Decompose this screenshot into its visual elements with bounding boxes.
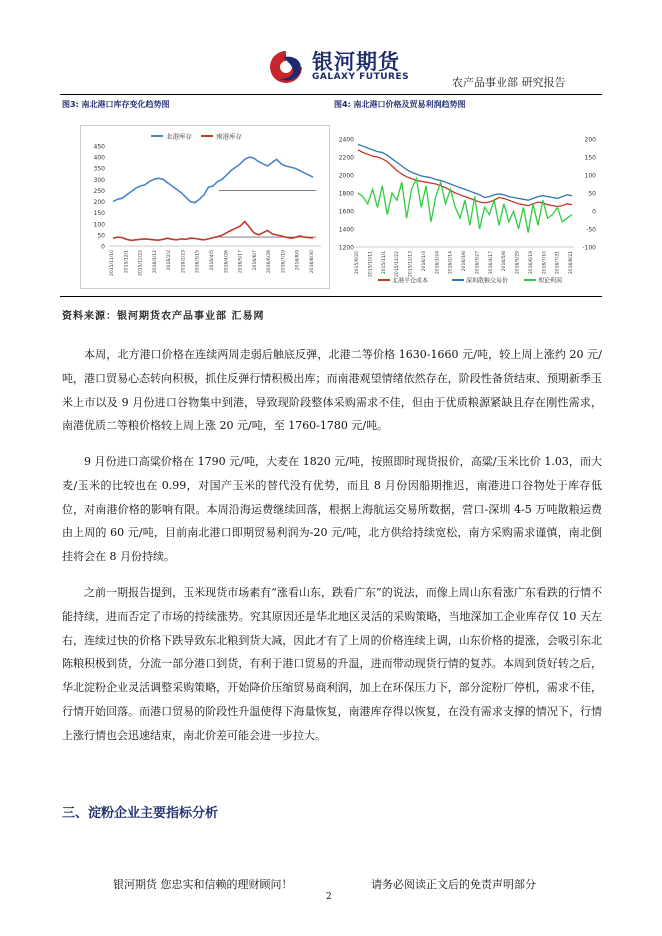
x-tick-label: 2016/7/31 (555, 251, 561, 275)
body-paragraph-1: 本周，北方港口价格在连续两周走弱后触底反弹，北港二等价格 1630-1660 元/吨，较上周上涨约 20 元/吨，港口贸易心态转向积极，抓住反弹行情积极出库；而南港观望情绪依然存在，阶段性备货结束、预期新季玉米上市以及 9 月份进口谷物集中到港，导致现阶段整体采购需求不佳，但由于优质粮源紧缺且存在刚性需求，南港优质二等粮价格较上周上涨 20 元/吨，至 1760-1780 元/吨。 (62, 348, 602, 433)
left-y-tick-label: 1200 (338, 244, 354, 252)
x-tick-label: 2015/11/22 (395, 251, 401, 277)
series-line (358, 179, 572, 233)
x-tick-label: 2016/4/26 (224, 250, 230, 274)
department-label: 农产品事业部 研究报告 (452, 76, 566, 89)
x-tick-label: 2016/3/6 (462, 251, 467, 272)
right-y-tick-label: 0 (592, 208, 596, 216)
x-tick-label: 2015/9/20 (355, 251, 360, 275)
x-tick-label: 2015/11/1 (381, 251, 387, 275)
figure4-caption: 图4: 南北港口价格及贸易利润趋势图 (334, 100, 466, 109)
x-tick-label: 2015/12/22 (138, 250, 144, 276)
x-tick-label: 2016/6/28 (267, 250, 273, 274)
x-tick-label: 2016/1/12 (152, 250, 158, 274)
x-tick-label: 2015/12/1 (124, 250, 130, 274)
series-line (113, 157, 313, 203)
x-tick-label: 2015/10/11 (368, 251, 374, 277)
right-y-tick-label: -100 (582, 244, 596, 252)
brand-name-en: GALAXY FUTURES (312, 72, 410, 82)
left-y-tick-label: 1400 (338, 226, 354, 234)
left-y-tick-label: 1600 (338, 208, 354, 216)
x-tick-label: 2016/8/30 (310, 250, 315, 274)
right-y-tick-label: 100 (584, 172, 596, 180)
x-tick-label: 2016/3/15 (195, 250, 201, 274)
x-tick-label: 2016/8/21 (569, 251, 574, 275)
y-tick-label: 0 (101, 243, 105, 251)
page-number: 2 (326, 892, 332, 902)
x-tick-label: 2016/3/27 (475, 251, 481, 275)
x-tick-label: 2016/5/29 (515, 251, 521, 275)
y-tick-label: 250 (93, 187, 105, 195)
header-divider (60, 94, 602, 95)
footer-slogan: 银河期货 您忠实和信赖的理财顾问！ (113, 878, 293, 891)
legend-label: 南港库存 (216, 132, 242, 141)
legend-label: 北港库存 (166, 132, 192, 141)
port-inventory-chart (80, 125, 330, 289)
left-y-tick-label: 2000 (338, 172, 354, 180)
footer-disclaimer: 请务必阅读正文后的免责声明部分 (371, 878, 536, 891)
right-y-tick-label: 50 (588, 190, 596, 198)
left-y-tick-label: 2200 (338, 154, 354, 162)
right-y-tick-label: -50 (586, 226, 596, 234)
right-y-tick-label: 150 (584, 154, 596, 162)
x-tick-label: 2016/6/19 (528, 251, 534, 275)
left-y-tick-label: 1800 (338, 190, 354, 198)
series-line (358, 144, 572, 200)
body-paragraph-3: 之前一期报告提到，玉米现货市场素有“涨看山东，跌看广东”的说法，而像上周山东看涨广东看跌的行情不能持续，进而否定了市场的持续涨势。究其原因还是华北地区灵活的采购策略，当地深加工企业库存仅 10 天左右，连续过快的价格下跌导致东北粮到货大减，因此才有了上周的价格连续上调，山东价格的提涨，会吸引东北陈粮积极到货，分流一部分港口到货，有利于港口贸易的升温，进而带动现货行情的复苏。本周到货好转之后，华北淀粉企业灵活调整采购策略，开始降价压缩贸易商利润，加上在环保压力下，部分淀粉厂停机，需求不佳，行情开始回落。而港口贸易的阶段性升温使得下海量恢复，南港库存得以恢复，在没有需求支撑的情况下，行情上涨行情也会迅速结束，南北价差可能会进一步拉大。 (62, 586, 602, 742)
legend-label: 北港平仓成本 (392, 277, 429, 285)
x-tick-label: 2016/1/3 (421, 251, 427, 272)
brand-name: 银河期货 (312, 50, 400, 74)
data-source-note: 资料来源：银河期货农产品事业部 汇易网 (62, 311, 265, 322)
x-tick-label: 2016/2/23 (181, 250, 187, 274)
y-tick-label: 450 (93, 143, 105, 151)
y-tick-label: 100 (93, 221, 105, 229)
y-tick-label: 350 (93, 165, 105, 173)
y-tick-label: 300 (93, 176, 105, 184)
series-line (113, 222, 313, 241)
x-tick-label: 2016/1/24 (435, 251, 441, 275)
x-tick-label: 2016/5/17 (238, 250, 244, 274)
left-y-tick-label: 2400 (338, 136, 354, 144)
x-tick-label: 2016/5/8 (502, 251, 508, 272)
figure3-caption: 图3: 南北港口库存变化趋势图 (62, 100, 170, 109)
y-tick-label: 400 (93, 154, 105, 162)
right-y-tick-label: 200 (584, 136, 596, 144)
figure-divider (60, 296, 602, 297)
x-tick-label: 2016/2/2 (167, 250, 173, 271)
x-tick-label: 2016/7/10 (542, 251, 548, 275)
x-tick-label: 2015/12/13 (408, 251, 414, 277)
series-line (358, 150, 572, 207)
x-tick-label: 2016/2/14 (448, 251, 454, 275)
x-tick-label: 2016/7/19 (281, 250, 287, 274)
x-tick-label: 2016/4/5 (210, 250, 215, 271)
x-tick-label: 2015/11/10 (110, 250, 115, 276)
x-tick-label: 2016/6/7 (252, 250, 258, 271)
port-price-profit-chart (334, 125, 600, 287)
legend-label: 理论利润 (538, 277, 563, 285)
y-tick-label: 150 (93, 210, 105, 218)
y-tick-label: 200 (93, 199, 105, 207)
y-tick-label: 50 (97, 232, 105, 240)
body-paragraph-2: 9 月份进口高粱价格在 1790 元/吨，大麦在 1820 元/吨，按照即时现货报价，高粱/玉米比价 1.03，而大麦/玉米的比较也在 0.99，对国产玉米的替代没有优势，而且 8 月份因船期推迟，南港进口谷物处于库存低位，对南港价格的影响有限。本周沿海运费继续回落，根据上海航运交易所数据，营口-深圳 4-5 万吨散粮运费由上周的 60 元/吨，目前南北港口即期贸易利润为-20 元/吨，北方供给持续宽松，南方采购需求谨慎，南北倒挂将会在 8 月份持续。 (62, 455, 602, 564)
x-tick-label: 2016/4/17 (488, 251, 494, 275)
legend-label: 深圳散粮交易价 (466, 277, 509, 285)
x-tick-label: 2016/8/9 (295, 250, 301, 271)
section-heading: 三、淀粉企业主要指标分析 (62, 806, 219, 821)
